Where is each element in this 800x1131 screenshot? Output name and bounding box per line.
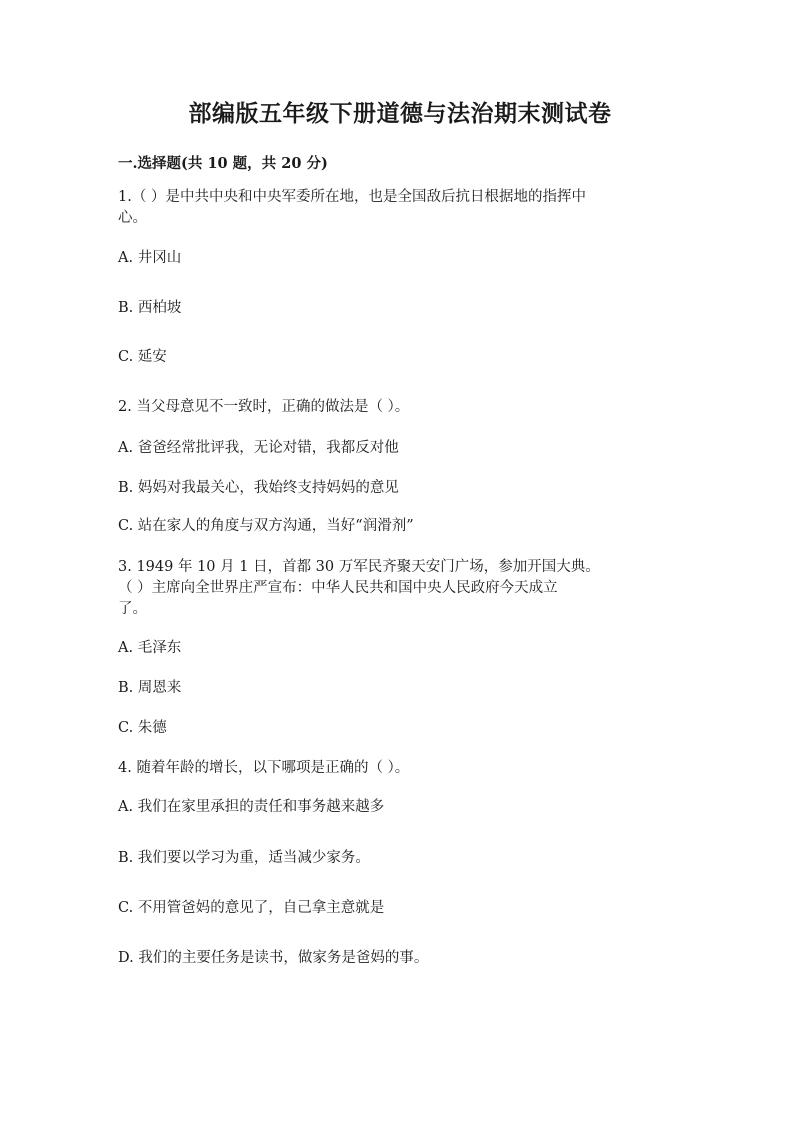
question-4-option-b: B. 我们要以学习为重，适当减少家务。 — [118, 850, 370, 866]
question-2-option-c: C. 站在家人的角度与双方沟通，当好“润滑剂” — [118, 518, 414, 534]
question-2-option-b: B. 妈妈对我最关心，我始终支持妈妈的意见 — [118, 480, 399, 496]
question-4-stem — [118, 758, 678, 779]
question-3-option-a: A. 毛泽东 — [118, 640, 182, 656]
question-3-option-c: C. 朱德 — [118, 720, 167, 736]
question-1-stem — [118, 187, 678, 229]
exam-title: 部编版五年级下册道德与法治期末测试卷 — [188, 100, 612, 127]
question-3-option-b: B. 周恩来 — [118, 680, 182, 696]
question-1-line-1: 1.（ ）是中共中央和中央军委所在地，也是全国敌后抗日根据地的指挥中 — [118, 189, 586, 205]
question-1-option-a: A. 井冈山 — [118, 250, 182, 266]
question-3-line-3: 了。 — [118, 601, 147, 617]
question-2-line-1: 2. 当父母意见不一致时，正确的做法是（ ）。 — [118, 399, 410, 415]
question-1-line-2: 心。 — [118, 210, 147, 226]
question-1-option-b: B. 西柏坡 — [118, 300, 182, 316]
section-heading: 一.选择题(共 10 题，共 20 分) — [118, 155, 328, 172]
question-2-stem — [118, 397, 678, 418]
question-1-option-c: C. 延安 — [118, 349, 167, 365]
question-4-option-d: D. 我们的主要任务是读书，做家务是爸妈的事。 — [118, 950, 429, 966]
question-3-line-1: 3. 1949 年 10 月 1 日，首都 30 万军民齐聚天安门广场，参加开国大典。 — [118, 559, 600, 575]
question-4-line-1: 4. 随着年龄的增长，以下哪项是正确的（ ）。 — [118, 760, 410, 776]
question-2-option-a: A. 爸爸经常批评我，无论对错，我都反对他 — [118, 440, 399, 456]
question-4-option-a: A. 我们在家里承担的责任和事务越来越多 — [118, 799, 385, 815]
question-3-stem — [118, 557, 678, 620]
question-4-option-c: C. 不用管爸妈的意见了，自己拿主意就是 — [118, 900, 385, 916]
question-3-line-2: （ ）主席向全世界庄严宣布：中华人民共和国中央人民政府今天成立 — [118, 580, 558, 596]
